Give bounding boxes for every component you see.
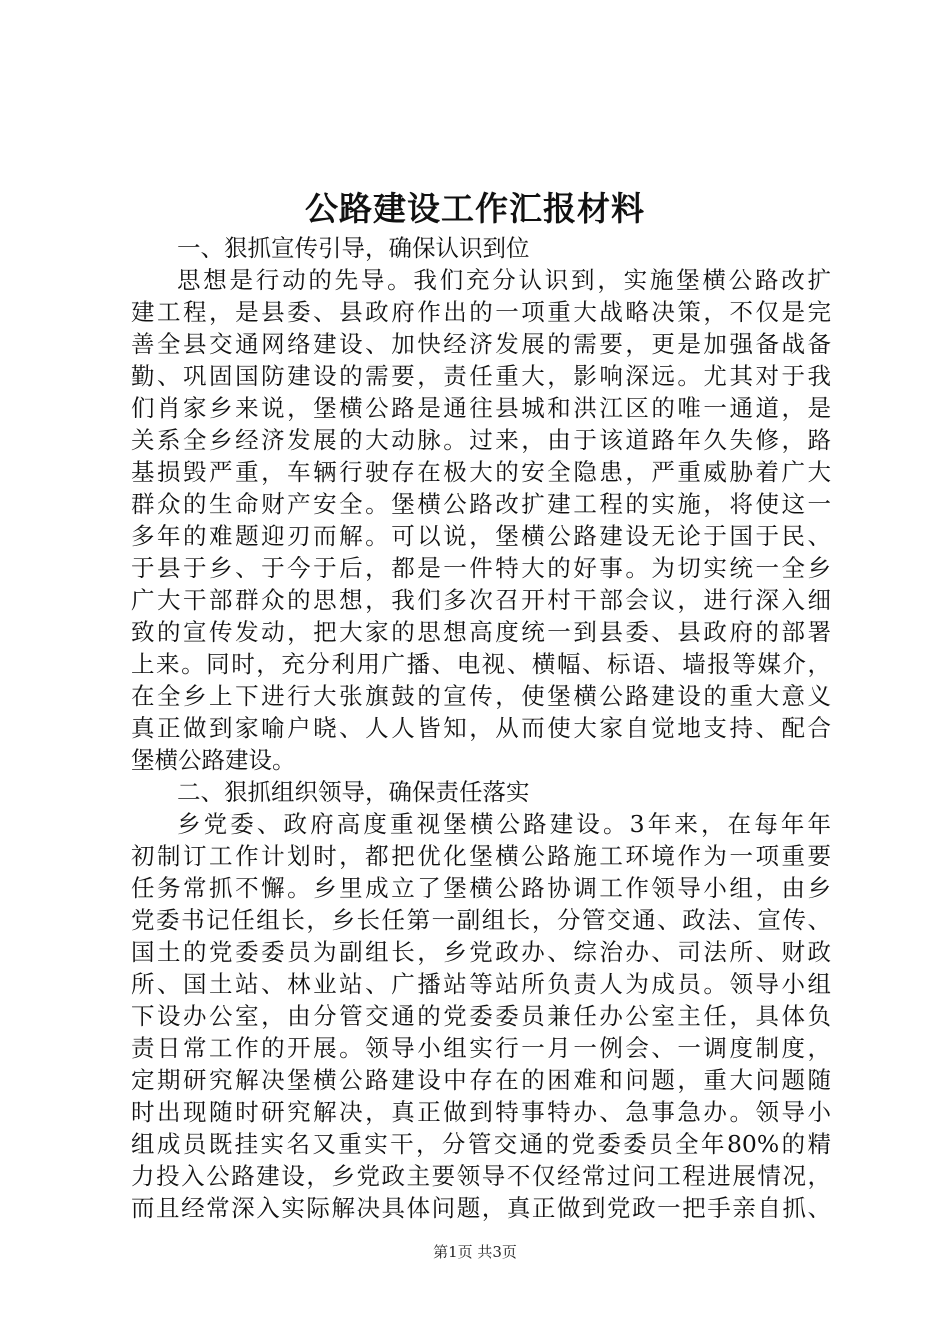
body-line: 于县于乡、于今于后，都是一件特大的好事。为切实统一全乡 [131,554,831,582]
page-number-footer: 第1页 共3页 [433,1243,517,1261]
document-title: 公路建设工作汇报材料 [305,189,645,228]
body-line: 真正做到家喻户晓、人人皆知，从而使大家自觉地支持、配合 [131,714,831,742]
document-body [131,232,831,1224]
body-line: 而且经常深入实际解决具体问题，真正做到党政一把手亲自抓、 [131,1194,831,1222]
body-line: 们肖家乡来说，堡横公路是通往县城和洪江区的唯一通道，是 [131,394,831,422]
body-line: 基损毁严重，车辆行驶存在极大的安全隐患，严重威胁着广大 [131,458,831,486]
body-line: 致的宣传发动，把大家的思想高度统一到县委、县政府的部署 [131,618,831,646]
body-line: 乡党委、政府高度重视堡横公路建设。3年来，在每年年 [177,810,831,838]
body-line: 国土的党委委员为副组长，乡党政办、综治办、司法所、财政 [131,938,831,966]
body-line: 组成员既挂实名又重实干，分管交通的党委委员全年80%的精 [131,1130,831,1158]
body-line: 建工程，是县委、县政府作出的一项重大战略决策，不仅是完 [131,298,831,326]
body-line: 思想是行动的先导。我们充分认识到，实施堡横公路改扩 [177,266,831,294]
body-line: 关系全乡经济发展的大动脉。过来，由于该道路年久失修，路 [131,426,831,454]
body-line: 任务常抓不懈。乡里成立了堡横公路协调工作领导小组，由乡 [131,874,831,902]
section-heading: 一、狠抓宣传引导，确保认识到位 [177,234,530,262]
body-line: 时出现随时研究解决，真正做到特事特办、急事急办。领导小 [131,1098,831,1126]
body-line: 堡横公路建设。 [131,746,296,774]
body-line: 勤、巩固国防建设的需要，责任重大，影响深远。尤其对于我 [131,362,831,390]
body-line: 所、国土站、林业站、广播站等站所负责人为成员。领导小组 [131,970,831,998]
body-line: 定期研究解决堡横公路建设中存在的困难和问题，重大问题随 [131,1066,831,1094]
body-line: 力投入公路建设，乡党政主要领导不仅经常过问工程进展情况， [131,1162,831,1190]
body-line: 群众的生命财产安全。堡横公路改扩建工程的实施，将使这一 [131,490,831,518]
body-line: 下设办公室，由分管交通的党委委员兼任办公室主任，具体负 [131,1002,831,1030]
body-line: 党委书记任组长，乡长任第一副组长，分管交通、政法、宣传、 [131,906,831,934]
body-line: 责日常工作的开展。领导小组实行一月一例会、一调度制度， [131,1034,831,1062]
body-line: 初制订工作计划时，都把优化堡横公路施工环境作为一项重要 [131,842,831,870]
body-line: 在全乡上下进行大张旗鼓的宣传，使堡横公路建设的重大意义 [131,682,831,710]
section-heading: 二、狠抓组织领导，确保责任落实 [177,778,530,806]
body-line: 多年的难题迎刃而解。可以说，堡横公路建设无论于国于民、 [131,522,831,550]
body-line: 广大干部群众的思想，我们多次召开村干部会议，进行深入细 [131,586,831,614]
body-line: 上来。同时，充分利用广播、电视、横幅、标语、墙报等媒介， [131,650,831,678]
body-line: 善全县交通网络建设、加快经济发展的需要，更是加强备战备 [131,330,831,358]
